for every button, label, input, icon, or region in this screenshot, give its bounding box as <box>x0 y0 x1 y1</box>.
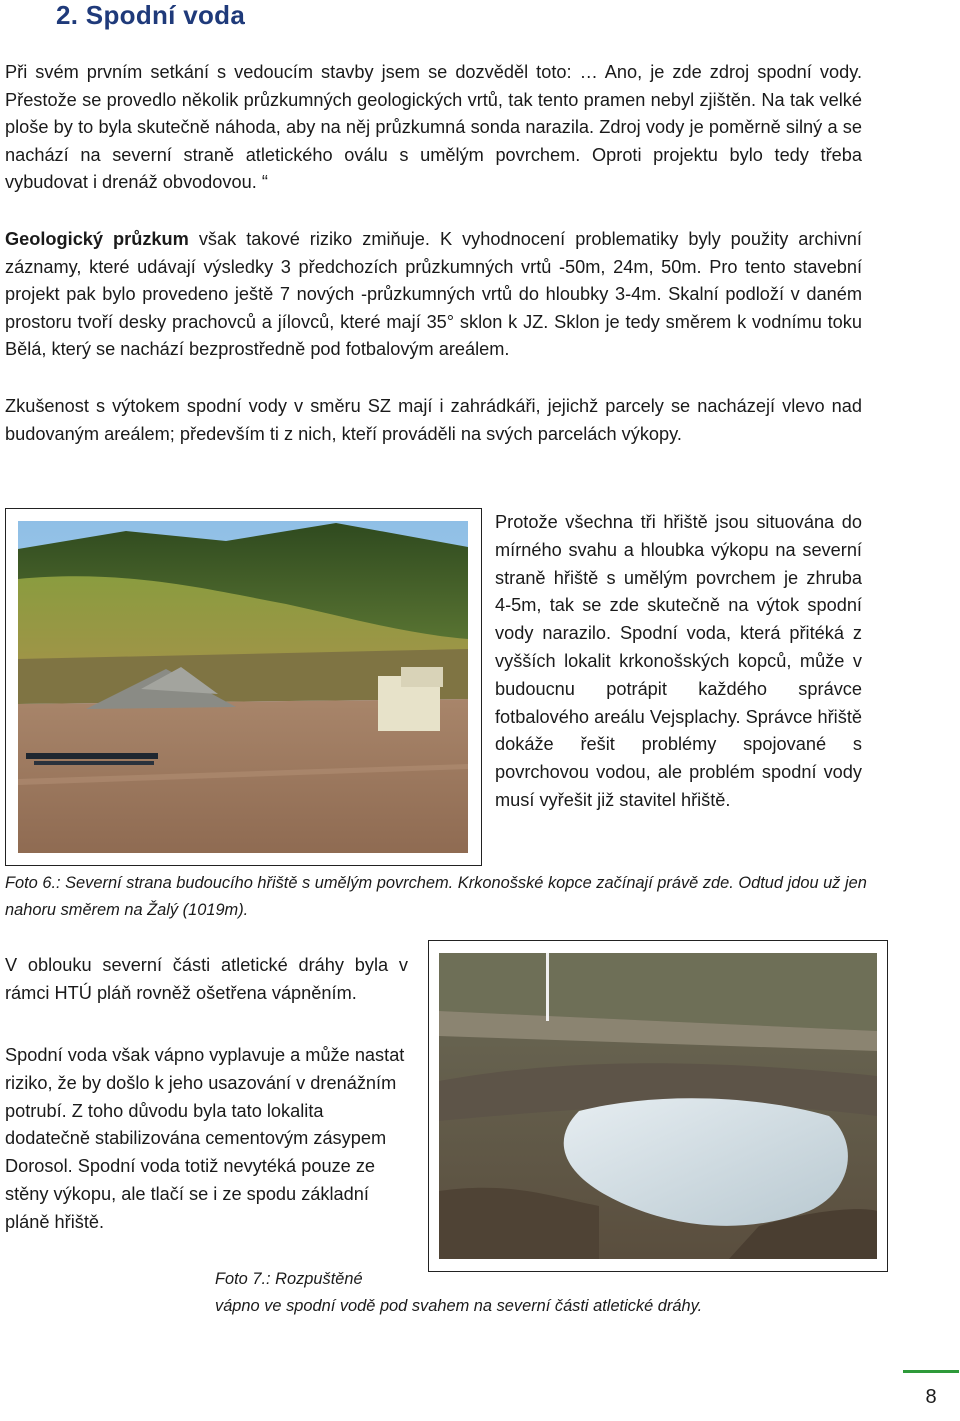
photo-6-side-text: Protože všechna tři hřiště jsou situována do mírného svahu a hloubka výkopu na severní straně hřiště s umělým povrchem je zhruba 4-5m, tak se zde skutečně na výtok spodní vody narazilo. Spodní voda, která přitéká z vyšších lokalit krkonošských kopců, může v budoucnu potrápit každého správce fotbalového areálu Vejsplachy. Správce hřiště dokáže řešit problémy spojované s povrchovou vodou, ale problém spodní vody musí vyřešit již stavitel hřiště. <box>495 512 862 810</box>
photo-7-side-text-1: V oblouku severní části atletické dráhy byla v rámci HTÚ pláň rovněž ošetřena vápněním. <box>5 955 408 1003</box>
section-heading: 2. Spodní voda <box>56 0 246 30</box>
photo-6 <box>5 508 482 866</box>
photo-7-caption-line1: Foto 7.: Rozpuštěné <box>215 1270 363 1288</box>
page-number: 8 <box>903 1370 959 1419</box>
paragraph-intro <box>5 59 862 197</box>
photo-7-image <box>429 941 887 1271</box>
photo-7 <box>428 940 888 1272</box>
photo-7-side-text-2: Spodní voda však vápno vyplavuje a může nastat riziko, že by došlo k jeho usazování v drenážním potrubí. Z toho důvodu byla tato lokalita dodatečně stabilizována cementovým zásypem Dorosol. Spodní voda totiž nevytéká pouze ze stěny výkopu, ale tlačí se i ze spodu základní pláně hřiště. <box>5 1045 405 1232</box>
paragraph-gardeners-text: Zkušenost s výtokem spodní vody v směru SZ mají i zahrádkáři, jejichž parcely se nacházejí vlevo nad budovaným areálem; především ti z nich, kteří prováděli na svých parcelách výkopy. <box>5 396 862 444</box>
paragraph-gardeners <box>5 393 862 448</box>
photo-6-caption: Foto 6.: Severní strana budoucího hřiště s umělým povrchem. Krkonošské kopce začínají právě zde. Odtud jdou už jen nahoru směrem na Žalý (1019m). <box>5 874 867 919</box>
geology-lead: Geologický průzkum <box>5 229 189 249</box>
photo-6-image <box>6 509 481 865</box>
photo-7-caption-line2: vápno ve spodní vodě pod svahem na severní části atletické dráhy. <box>215 1297 703 1315</box>
paragraph-intro-text: Při svém prvním setkání s vedoucím stavby jsem se dozvěděl toto: … Ano, je zde zdroj spodní vody. Přestože se provedlo několik průzkumných geologických vrtů, tak tento pramen nebyl zjištěn. Na tak velké ploše by to byla skutečně náhoda, aby na něj průzkumná sonda narazila. Zdroj vody je poměrně silný a se nachází na severní straně atletického oválu s umělým povrchem. Oproti projektu bylo tedy třeba vybudovat i drenáž obvodovou. “ <box>5 62 862 193</box>
geology-rest: však takové riziko zmiňuje. K vyhodnocení problematiky byly použity archivní záznamy, které udávají výsledky 3 předchozích průzkumných vrtů -50m, 24m, 50m. Pro tento stavební projekt pak bylo provedeno ještě 7 nových -průzkumných vrtů do hloubky 3-4m. Skalní podloží v daném prostoru tvoří desky prachovců a jílovců, které mají 35° sklon k JZ. Sklon je tedy směrem k vodnímu toku Bělá, který se nachází bezprostředně pod fotbalovým areálem. <box>5 229 862 360</box>
paragraph-geology-text <box>5 226 862 364</box>
paragraph-geology <box>5 226 862 364</box>
